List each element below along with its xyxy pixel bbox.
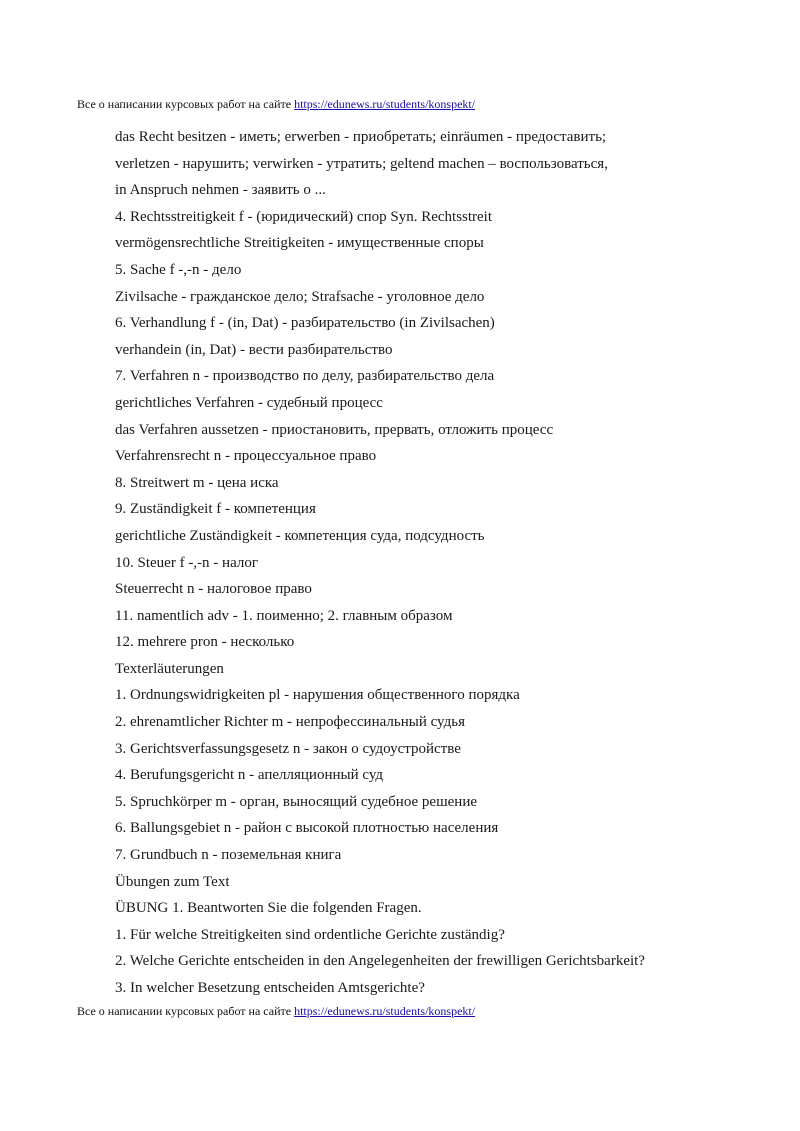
header-banner-text: Все о написании курсовых работ на сайте xyxy=(77,97,295,111)
text-line: 1. Ordnungswidrigkeiten pl - нарушения общественного порядка xyxy=(115,687,520,704)
text-line: 7. Grundbuch n - поземельная книга xyxy=(115,847,342,864)
header-banner-link[interactable]: https://edunews.ru/students/konspekt/ xyxy=(294,97,476,111)
text-line: gerichtliche Zuständigkeit - компетенция суда, подсудность xyxy=(115,527,485,544)
text-line: 12. mehrere pron - несколько xyxy=(115,634,295,651)
text-line: 2. ehrenamtlicher Richter m - непрофессинальный судья xyxy=(115,714,465,731)
text-line: verhandein (in, Dat) - вести разбирательство xyxy=(115,341,393,358)
text-line: 9. Zuständigkeit f - компетенция xyxy=(115,501,316,518)
text-line: 3. Gerichtsverfassungsgesetz n - закон о судоустройстве xyxy=(115,740,461,757)
text-line: 7. Verfahren n - производство по делу, разбирательство дела xyxy=(115,368,495,385)
text-line: 3. In welcher Besetzung entscheiden Amtsgerichte? xyxy=(115,980,425,996)
footer-banner xyxy=(77,1004,475,1018)
exercise-heading: ÜBUNG 1. Beantworten Sie die folgenden Fragen. xyxy=(115,900,422,917)
header-banner xyxy=(77,97,475,111)
text-line: 4. Rechtsstreitigkeit f - (юридический) спор Syn. Rechtsstreit xyxy=(115,208,493,225)
text-line: das Recht besitzen - иметь; erwerben - приобретать; einräumen - предоставить; xyxy=(115,129,607,145)
text-line: 4. Berufungsgericht n - апелляционный суд xyxy=(115,767,384,784)
footer-banner-link[interactable]: https://edunews.ru/students/konspekt/ xyxy=(294,1004,476,1018)
text-line: 8. Streitwert m - цена иска xyxy=(115,474,279,491)
text-line: 6. Verhandlung f - (in, Dat) - разбирательство (in Zivilsachen) xyxy=(115,315,495,332)
footer-banner-text: Все о написании курсовых работ на сайте xyxy=(77,1004,295,1018)
text-line: in Anspruch nehmen - заявить о ... xyxy=(115,182,326,199)
text-line: 2. Welche Gerichte entscheiden in den Angelegenheiten der frewilligen Gerichtsbarkeit? xyxy=(115,953,645,970)
text-line: Zivilsache - гражданское дело; Strafsache - уголовное дело xyxy=(115,288,485,305)
section-heading: Texterläuterungen xyxy=(115,660,224,677)
text-line: 1. Für welche Streitigkeiten sind ordentliche Gerichte zuständig? xyxy=(115,926,505,943)
text-line: gerichtliches Verfahren - судебный процесс xyxy=(115,394,383,411)
text-line: 10. Steuer f -,-n - налог xyxy=(115,554,259,571)
text-line: 5. Spruchkörper m - орган, выносящий судебное решение xyxy=(115,793,477,810)
text-line: 11. namentlich adv - 1. поименно; 2. главным образом xyxy=(115,607,453,624)
section-heading: Übungen zum Text xyxy=(115,873,230,890)
text-line: vermögensrechtliche Streitigkeiten - имущественные споры xyxy=(115,235,484,252)
text-line: 5. Sache f -,-n - дело xyxy=(115,261,242,278)
document-body xyxy=(115,124,755,1002)
text-line: Steuerrecht n - налоговое право xyxy=(115,581,312,598)
text-line: Verfahrensrecht n - процессуальное право xyxy=(115,448,377,465)
text-line: verletzen - нарушить; verwirken - утратить; geltend machen – воспользоваться, xyxy=(115,155,608,172)
text-line: das Verfahren aussetzen - приостановить, прервать, отложить процесс xyxy=(115,421,554,438)
text-line: 6. Ballungsgebiet n - район с высокой плотностью населения xyxy=(115,820,499,837)
